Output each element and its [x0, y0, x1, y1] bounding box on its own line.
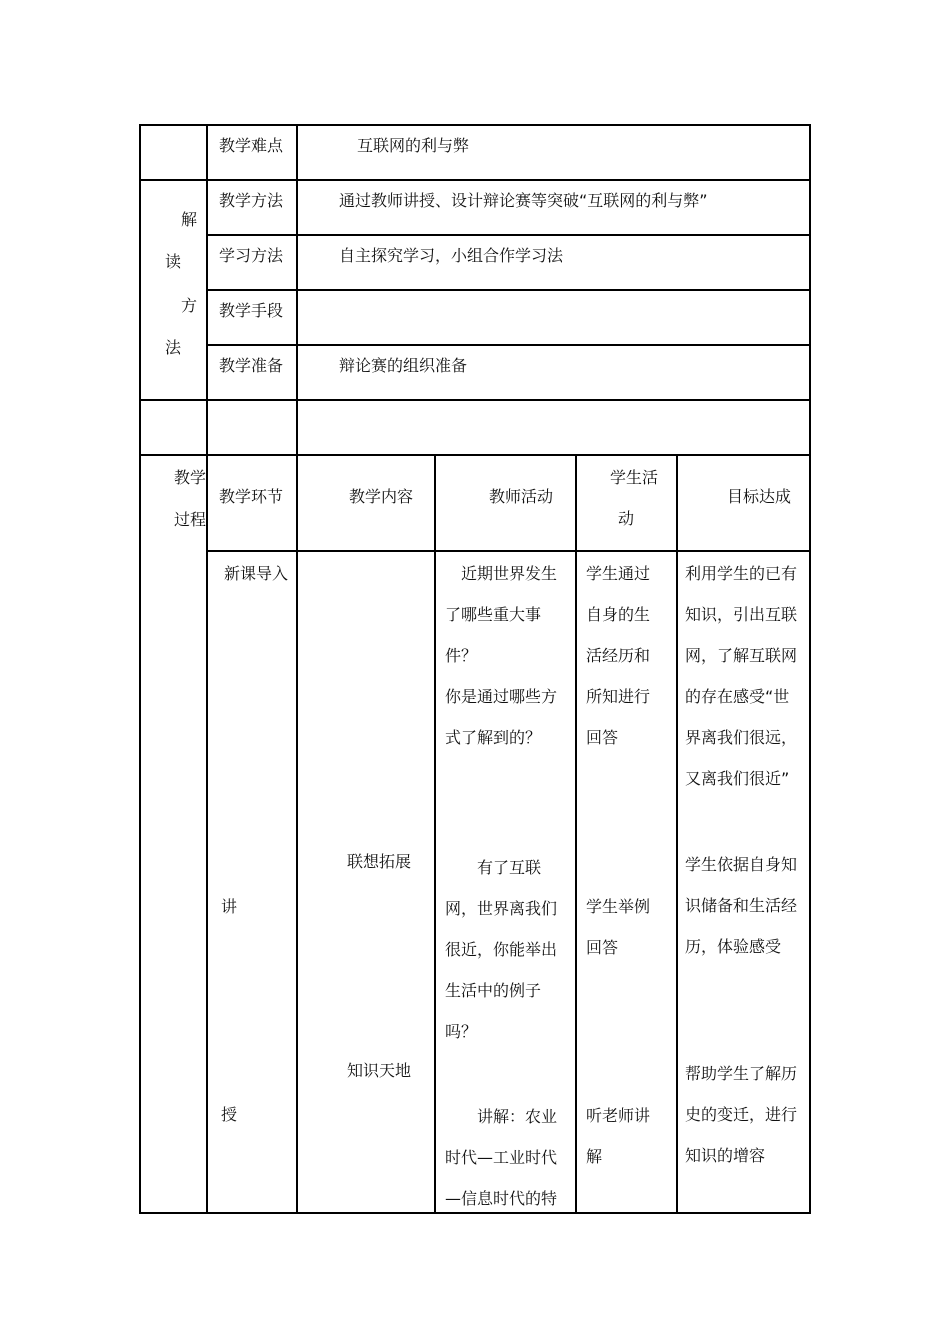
teacher-line: 网，世界离我们	[445, 899, 558, 918]
teacher-line: —信息时代的特	[445, 1189, 558, 1208]
student-line: 所知进行	[586, 687, 651, 706]
goal-line: 利用学生的已有	[685, 564, 798, 583]
teacher-activity	[445, 1096, 557, 1219]
column-divider	[575, 454, 577, 1214]
content-item: 联想拓展	[347, 852, 412, 871]
table-border-left	[139, 124, 141, 1214]
goal-line: 史的变迁，进行	[685, 1105, 798, 1124]
column-divider	[206, 124, 208, 1214]
column-divider	[296, 124, 298, 1214]
table-border-top	[139, 124, 811, 126]
difficulty-label: 教学难点	[219, 136, 284, 155]
header-student: 学生活	[610, 468, 659, 487]
goal-line: 的存在感受“世	[685, 687, 790, 706]
teacher-line: 很近，你能举出	[445, 940, 558, 959]
goal-achievement	[685, 1053, 797, 1176]
student-line: 回答	[586, 728, 619, 747]
row-divider	[139, 179, 811, 181]
student-line: 学生通过	[586, 564, 651, 583]
column-divider	[434, 454, 436, 1214]
side-label-process: 教学	[174, 468, 207, 487]
goal-line: 界离我们很远，	[685, 728, 798, 747]
stage-intro: 新课导入	[224, 564, 289, 583]
student-activity	[586, 553, 650, 758]
teacher-line: 有了互联	[477, 858, 542, 877]
difficulty-value: 互联网的利与弊	[357, 136, 470, 155]
stage-lecture: 讲	[221, 897, 238, 916]
teacher-line: 时代—工业时代	[445, 1148, 558, 1167]
method-value: 通过教师讲授、设计辩论赛等突破“互联网的利与弊”	[339, 191, 708, 210]
prep-label: 教学准备	[219, 356, 284, 375]
student-activity	[586, 886, 650, 968]
teacher-activity	[445, 847, 557, 1052]
teacher-line: 了哪些重大事	[445, 605, 542, 624]
lesson-plan-table	[139, 124, 811, 1214]
header-stage: 教学环节	[219, 487, 284, 506]
student-line: 解	[586, 1147, 603, 1166]
header-student: 动	[618, 509, 635, 528]
means-label: 教学手段	[219, 301, 284, 320]
goal-line: 历，体验感受	[685, 937, 782, 956]
goal-line: 帮助学生了解历	[685, 1064, 798, 1083]
student-line: 回答	[586, 938, 619, 957]
header-teacher: 教师活动	[489, 487, 554, 506]
student-activity	[586, 1095, 650, 1177]
learning-value: 自主探究学习，小组合作学习法	[339, 246, 564, 265]
learning-label: 学习方法	[219, 246, 284, 265]
method-label: 教学方法	[219, 191, 284, 210]
teacher-line: 近期世界发生	[461, 564, 558, 583]
goal-achievement	[685, 844, 797, 967]
goal-line: 知识，引出互联	[685, 605, 798, 624]
column-divider	[676, 454, 678, 1214]
teacher-line: 件？	[445, 646, 478, 665]
teacher-line: 生活中的例子	[445, 981, 542, 1000]
side-label-char: 法	[165, 338, 182, 357]
side-label-char: 方	[181, 296, 198, 315]
teacher-line: 吗？	[445, 1022, 478, 1041]
student-line: 听老师讲	[586, 1106, 651, 1125]
teacher-line: 讲解：农业	[477, 1107, 558, 1126]
teacher-line: 式了解到的？	[445, 728, 542, 747]
student-line: 学生举例	[586, 897, 651, 916]
goal-achievement	[685, 553, 797, 799]
side-label-char: 读	[165, 252, 182, 271]
header-goal: 目标达成	[727, 487, 792, 506]
content-item: 知识天地	[347, 1061, 412, 1080]
row-divider	[139, 399, 811, 401]
goal-line: 学生依据自身知	[685, 855, 798, 874]
goal-line: 知识的增容	[685, 1146, 766, 1165]
table-border-right	[809, 124, 811, 1214]
prep-value: 辩论赛的组织准备	[339, 356, 468, 375]
header-content: 教学内容	[349, 487, 414, 506]
student-line: 自身的生	[586, 605, 651, 624]
goal-line: 又离我们很近”	[685, 769, 790, 788]
stage-lecture: 授	[221, 1105, 238, 1124]
side-label-char: 解	[181, 210, 198, 229]
teacher-activity	[445, 553, 557, 758]
student-line: 活经历和	[586, 646, 651, 665]
side-label-process: 过程	[174, 510, 207, 529]
goal-line: 网，了解互联网	[685, 646, 798, 665]
row-divider	[139, 454, 811, 456]
goal-line: 识储备和生活经	[685, 896, 798, 915]
teacher-line: 你是通过哪些方	[445, 687, 558, 706]
